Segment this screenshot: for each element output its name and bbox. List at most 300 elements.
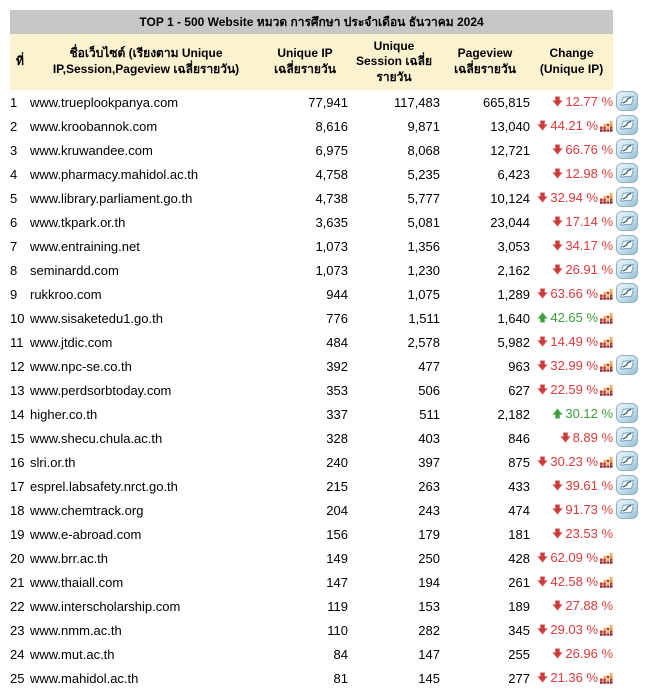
change-percent: 21.36 % <box>550 670 599 685</box>
rank-cell: 3 <box>10 138 30 162</box>
change-percent: 12.98 % <box>565 166 614 181</box>
table-row <box>10 90 640 114</box>
stats-window-icon[interactable] <box>616 451 638 471</box>
trend-down-icon <box>552 144 563 155</box>
trend-down-icon <box>537 192 548 203</box>
change-group <box>560 430 613 445</box>
rank-cell: 18 <box>10 498 30 522</box>
change-percent: 27.88 % <box>565 598 614 613</box>
website-name: www.chemtrack.org <box>30 498 262 522</box>
stats-cell <box>613 330 640 354</box>
trend-down-icon <box>537 576 548 587</box>
pageview-value: 12,721 <box>440 138 530 162</box>
stats-cell <box>613 450 640 474</box>
trend-down-icon <box>537 120 548 131</box>
trend-up-icon <box>552 408 563 419</box>
change-group <box>537 118 613 133</box>
table-row <box>10 186 640 210</box>
pageview-value: 5,982 <box>440 330 530 354</box>
change-percent: 42.65 % <box>550 310 599 325</box>
mini-bar-chart-icon[interactable] <box>600 288 613 300</box>
change-group <box>537 670 613 685</box>
change-cell <box>530 210 613 234</box>
change-cell <box>530 618 613 642</box>
unique-session-value: 1,230 <box>348 258 440 282</box>
trend-down-icon <box>552 480 563 491</box>
website-name: higher.co.th <box>30 402 262 426</box>
website-name: seminardd.com <box>30 258 262 282</box>
header-spacer <box>613 34 640 90</box>
stats-window-icon[interactable] <box>616 187 638 207</box>
unique-ip-value: 353 <box>262 378 348 402</box>
pageview-value: 345 <box>440 618 530 642</box>
change-cell <box>530 114 613 138</box>
unique-session-value: 147 <box>348 642 440 666</box>
rank-cell: 10 <box>10 306 30 330</box>
unique-session-value: 117,483 <box>348 90 440 114</box>
change-cell <box>530 186 613 210</box>
unique-session-value: 403 <box>348 426 440 450</box>
change-percent: 30.23 % <box>550 454 599 469</box>
change-group <box>552 478 613 493</box>
unique-ip-value: 328 <box>262 426 348 450</box>
stats-window-icon[interactable] <box>616 139 638 159</box>
trend-down-icon <box>552 504 563 515</box>
pageview-value: 963 <box>440 354 530 378</box>
unique-session-value: 397 <box>348 450 440 474</box>
trend-down-icon <box>537 360 548 371</box>
change-group <box>537 190 613 205</box>
website-name: www.entraining.net <box>30 234 262 258</box>
mini-chart-slot <box>600 288 613 300</box>
stats-cell <box>613 90 640 114</box>
table-row <box>10 426 640 450</box>
change-percent: 91.73 % <box>565 502 614 517</box>
unique-ip-value: 110 <box>262 618 348 642</box>
stats-cell <box>613 426 640 450</box>
change-cell <box>530 522 613 546</box>
unique-session-value: 194 <box>348 570 440 594</box>
pageview-value: 474 <box>440 498 530 522</box>
change-cell <box>530 138 613 162</box>
rank-cell: 7 <box>10 234 30 258</box>
website-name: www.nmm.ac.th <box>30 618 262 642</box>
table-row <box>10 210 640 234</box>
table-title: TOP 1 - 500 Website หมวด การศึกษา ประจำเดือน ธันวาคม 2024 <box>10 10 613 34</box>
table-row <box>10 234 640 258</box>
stats-window-icon[interactable] <box>616 475 638 495</box>
unique-ip-value: 1,073 <box>262 234 348 258</box>
change-cell <box>530 426 613 450</box>
change-percent: 17.14 % <box>565 214 614 229</box>
unique-session-value: 5,081 <box>348 210 440 234</box>
table-row <box>10 642 640 666</box>
table-row <box>10 378 640 402</box>
unique-session-value: 243 <box>348 498 440 522</box>
stats-window-icon[interactable] <box>616 91 638 111</box>
pageview-value: 3,053 <box>440 234 530 258</box>
unique-session-value: 1,511 <box>348 306 440 330</box>
mini-chart-slot <box>600 384 613 396</box>
table-row <box>10 282 640 306</box>
website-name: www.thaiall.com <box>30 570 262 594</box>
title-spacer <box>613 10 640 34</box>
website-name: esprel.labsafety.nrct.go.th <box>30 474 262 498</box>
mini-chart-slot <box>600 312 613 324</box>
col-header-rank: ที่ <box>10 34 30 90</box>
rank-cell: 11 <box>10 330 30 354</box>
table-row <box>10 546 640 570</box>
change-group <box>537 574 613 589</box>
stats-window-icon[interactable] <box>616 283 638 303</box>
stats-cell <box>613 474 640 498</box>
change-cell <box>530 258 613 282</box>
unique-ip-value: 337 <box>262 402 348 426</box>
table-row <box>10 570 640 594</box>
change-percent: 8.89 % <box>572 430 614 445</box>
change-percent: 63.66 % <box>550 286 599 301</box>
unique-session-value: 511 <box>348 402 440 426</box>
table-row <box>10 402 640 426</box>
mini-chart-slot <box>600 336 613 348</box>
website-name: slri.or.th <box>30 450 262 474</box>
unique-session-value: 153 <box>348 594 440 618</box>
table-header-row <box>10 34 640 90</box>
trend-down-icon <box>552 600 563 611</box>
unique-ip-value: 944 <box>262 282 348 306</box>
rank-cell: 16 <box>10 450 30 474</box>
unique-session-value: 250 <box>348 546 440 570</box>
stats-cell <box>613 186 640 210</box>
trend-down-icon <box>537 456 548 467</box>
stats-cell <box>613 618 640 642</box>
table-row <box>10 306 640 330</box>
unique-ip-value: 3,635 <box>262 210 348 234</box>
unique-session-value: 145 <box>348 666 440 690</box>
stats-window-icon[interactable] <box>616 163 638 183</box>
stats-cell <box>613 354 640 378</box>
change-percent: 42.58 % <box>550 574 599 589</box>
change-percent: 34.17 % <box>565 238 614 253</box>
table-row <box>10 594 640 618</box>
mini-chart-slot <box>600 456 613 468</box>
change-group <box>537 622 613 637</box>
website-name: www.kroobannok.com <box>30 114 262 138</box>
change-percent: 26.91 % <box>565 262 614 277</box>
unique-ip-value: 6,975 <box>262 138 348 162</box>
rank-cell: 2 <box>10 114 30 138</box>
pageview-value: 1,289 <box>440 282 530 306</box>
table-row <box>10 354 640 378</box>
website-name: www.trueplookpanya.com <box>30 90 262 114</box>
stats-cell <box>613 522 640 546</box>
change-group <box>552 526 613 541</box>
unique-ip-value: 81 <box>262 666 348 690</box>
stats-window-icon[interactable] <box>616 403 638 423</box>
stats-window-icon[interactable] <box>616 499 638 519</box>
stats-cell <box>613 378 640 402</box>
unique-ip-value: 215 <box>262 474 348 498</box>
col-header-unique-session: Unique Session เฉลี่ย รายวัน <box>348 34 440 90</box>
stats-cell <box>613 306 640 330</box>
change-cell <box>530 354 613 378</box>
table-row <box>10 474 640 498</box>
pageview-value: 13,040 <box>440 114 530 138</box>
unique-session-value: 477 <box>348 354 440 378</box>
mini-bar-chart-icon[interactable] <box>600 360 613 372</box>
pageview-value: 433 <box>440 474 530 498</box>
stats-cell <box>613 138 640 162</box>
unique-ip-value: 4,738 <box>262 186 348 210</box>
unique-session-value: 179 <box>348 522 440 546</box>
change-percent: 44.21 % <box>550 118 599 133</box>
pageview-value: 665,815 <box>440 90 530 114</box>
rank-cell: 12 <box>10 354 30 378</box>
pageview-value: 189 <box>440 594 530 618</box>
change-cell <box>530 90 613 114</box>
stats-cell <box>613 546 640 570</box>
rank-cell: 22 <box>10 594 30 618</box>
mini-bar-chart-icon[interactable] <box>600 456 613 468</box>
change-cell <box>530 498 613 522</box>
website-name: www.jtdic.com <box>30 330 262 354</box>
stats-cell <box>613 666 640 690</box>
unique-ip-value: 119 <box>262 594 348 618</box>
change-percent: 30.12 % <box>565 406 614 421</box>
rank-cell: 15 <box>10 426 30 450</box>
change-group <box>552 166 613 181</box>
trend-down-icon <box>552 96 563 107</box>
rank-cell: 23 <box>10 618 30 642</box>
unique-ip-value: 149 <box>262 546 348 570</box>
change-cell <box>530 546 613 570</box>
unique-session-value: 282 <box>348 618 440 642</box>
stats-window-icon[interactable] <box>616 259 638 279</box>
pageview-value: 6,423 <box>440 162 530 186</box>
website-name: www.tkpark.or.th <box>30 210 262 234</box>
website-name: www.pharmacy.mahidol.ac.th <box>30 162 262 186</box>
rank-cell: 24 <box>10 642 30 666</box>
unique-ip-value: 204 <box>262 498 348 522</box>
change-group <box>552 646 613 661</box>
table-row <box>10 450 640 474</box>
stats-cell <box>613 258 640 282</box>
table-row <box>10 258 640 282</box>
unique-ip-value: 84 <box>262 642 348 666</box>
trend-down-icon <box>552 168 563 179</box>
change-group <box>552 406 613 421</box>
trend-up-icon <box>537 312 548 323</box>
trend-down-icon <box>537 624 548 635</box>
change-cell <box>530 594 613 618</box>
mini-bar-chart-icon[interactable] <box>600 312 613 324</box>
stats-window-icon[interactable] <box>616 235 638 255</box>
pageview-value: 875 <box>440 450 530 474</box>
change-cell <box>530 666 613 690</box>
change-group <box>537 550 613 565</box>
mini-chart-slot <box>600 192 613 204</box>
rank-cell: 25 <box>10 666 30 690</box>
website-name: www.sisaketedu1.go.th <box>30 306 262 330</box>
trend-down-icon <box>537 288 548 299</box>
mini-chart-slot <box>600 360 613 372</box>
stats-window-icon[interactable] <box>616 355 638 375</box>
table-row <box>10 498 640 522</box>
change-group <box>537 310 613 325</box>
mini-bar-chart-icon[interactable] <box>600 672 613 684</box>
website-name: www.interscholarship.com <box>30 594 262 618</box>
change-group <box>537 382 613 397</box>
website-name: www.e-abroad.com <box>30 522 262 546</box>
website-name: rukkroo.com <box>30 282 262 306</box>
change-percent: 14.49 % <box>550 334 599 349</box>
rank-cell: 4 <box>10 162 30 186</box>
change-percent: 29.03 % <box>550 622 599 637</box>
pageview-value: 2,162 <box>440 258 530 282</box>
change-group <box>552 598 613 613</box>
change-group <box>537 358 613 373</box>
rank-cell: 21 <box>10 570 30 594</box>
unique-ip-value: 776 <box>262 306 348 330</box>
col-header-change: Change (Unique IP) <box>530 34 613 90</box>
pageview-value: 627 <box>440 378 530 402</box>
rank-cell: 19 <box>10 522 30 546</box>
rank-cell: 5 <box>10 186 30 210</box>
stats-cell <box>613 498 640 522</box>
table-row <box>10 162 640 186</box>
unique-ip-value: 1,073 <box>262 258 348 282</box>
rank-cell: 6 <box>10 210 30 234</box>
change-percent: 22.59 % <box>550 382 599 397</box>
trend-down-icon <box>552 240 563 251</box>
change-cell <box>530 570 613 594</box>
stats-cell <box>613 210 640 234</box>
change-cell <box>530 282 613 306</box>
mini-chart-slot <box>600 576 613 588</box>
unique-ip-value: 240 <box>262 450 348 474</box>
pageview-value: 261 <box>440 570 530 594</box>
change-cell <box>530 306 613 330</box>
mini-bar-chart-icon[interactable] <box>600 336 613 348</box>
website-name: www.brr.ac.th <box>30 546 262 570</box>
change-percent: 66.76 % <box>565 142 614 157</box>
website-name: www.library.parliament.go.th <box>30 186 262 210</box>
trend-down-icon <box>552 264 563 275</box>
website-name: www.shecu.chula.ac.th <box>30 426 262 450</box>
unique-session-value: 1,356 <box>348 234 440 258</box>
unique-ip-value: 147 <box>262 570 348 594</box>
rank-cell: 13 <box>10 378 30 402</box>
col-header-pageview: Pageview เฉลี่ยรายวัน <box>440 34 530 90</box>
stats-cell <box>613 570 640 594</box>
trend-down-icon <box>537 384 548 395</box>
change-group <box>552 214 613 229</box>
rank-cell: 9 <box>10 282 30 306</box>
unique-session-value: 5,777 <box>348 186 440 210</box>
trend-down-icon <box>537 336 548 347</box>
change-group <box>552 142 613 157</box>
change-cell <box>530 378 613 402</box>
mini-chart-slot <box>600 672 613 684</box>
stats-cell <box>613 594 640 618</box>
stats-window-icon[interactable] <box>616 427 638 447</box>
change-percent: 32.94 % <box>550 190 599 205</box>
unique-session-value: 2,578 <box>348 330 440 354</box>
pageview-value: 255 <box>440 642 530 666</box>
change-group <box>552 238 613 253</box>
stats-cell <box>613 234 640 258</box>
mini-chart-slot <box>600 120 613 132</box>
trend-down-icon <box>537 672 548 683</box>
change-cell <box>530 642 613 666</box>
mini-chart-slot <box>600 624 613 636</box>
rank-cell: 17 <box>10 474 30 498</box>
change-cell <box>530 474 613 498</box>
unique-session-value: 1,075 <box>348 282 440 306</box>
stats-window-icon[interactable] <box>616 211 638 231</box>
website-name: www.kruwandee.com <box>30 138 262 162</box>
unique-ip-value: 156 <box>262 522 348 546</box>
change-percent: 39.61 % <box>565 478 614 493</box>
website-name: www.mut.ac.th <box>30 642 262 666</box>
table-row <box>10 138 640 162</box>
mini-bar-chart-icon[interactable] <box>600 576 613 588</box>
table-row <box>10 114 640 138</box>
mini-bar-chart-icon[interactable] <box>600 624 613 636</box>
website-name: www.mahidol.ac.th <box>30 666 262 690</box>
change-group <box>552 94 613 109</box>
unique-ip-value: 77,941 <box>262 90 348 114</box>
change-cell <box>530 234 613 258</box>
change-cell <box>530 450 613 474</box>
mini-bar-chart-icon[interactable] <box>600 552 613 564</box>
table-row <box>10 522 640 546</box>
mini-bar-chart-icon[interactable] <box>600 192 613 204</box>
unique-ip-value: 4,758 <box>262 162 348 186</box>
rank-cell: 20 <box>10 546 30 570</box>
pageview-value: 2,182 <box>440 402 530 426</box>
pageview-value: 277 <box>440 666 530 690</box>
rank-cell: 1 <box>10 90 30 114</box>
change-percent: 12.77 % <box>565 94 614 109</box>
change-group <box>537 286 613 301</box>
pageview-value: 10,124 <box>440 186 530 210</box>
unique-ip-value: 392 <box>262 354 348 378</box>
col-header-unique-ip: Unique IP เฉลี่ยรายวัน <box>262 34 348 90</box>
rank-cell: 14 <box>10 402 30 426</box>
stats-window-icon[interactable] <box>616 115 638 135</box>
stats-cell <box>613 114 640 138</box>
unique-ip-value: 8,616 <box>262 114 348 138</box>
change-cell <box>530 330 613 354</box>
change-percent: 32.99 % <box>550 358 599 373</box>
table-title-row <box>10 10 640 34</box>
change-cell <box>530 162 613 186</box>
col-header-website: ชื่อเว็บไซต์ (เรียงตาม Unique IP,Session,Pageview เฉลี่ยรายวัน) <box>30 34 262 90</box>
pageview-value: 181 <box>440 522 530 546</box>
pageview-value: 1,640 <box>440 306 530 330</box>
unique-session-value: 8,068 <box>348 138 440 162</box>
table-row <box>10 330 640 354</box>
change-group <box>537 454 613 469</box>
rank-cell: 8 <box>10 258 30 282</box>
top500-ranking-table <box>10 10 640 690</box>
mini-bar-chart-icon[interactable] <box>600 120 613 132</box>
trend-down-icon <box>560 432 571 443</box>
table-row <box>10 666 640 690</box>
mini-bar-chart-icon[interactable] <box>600 384 613 396</box>
change-percent: 23.53 % <box>565 526 614 541</box>
